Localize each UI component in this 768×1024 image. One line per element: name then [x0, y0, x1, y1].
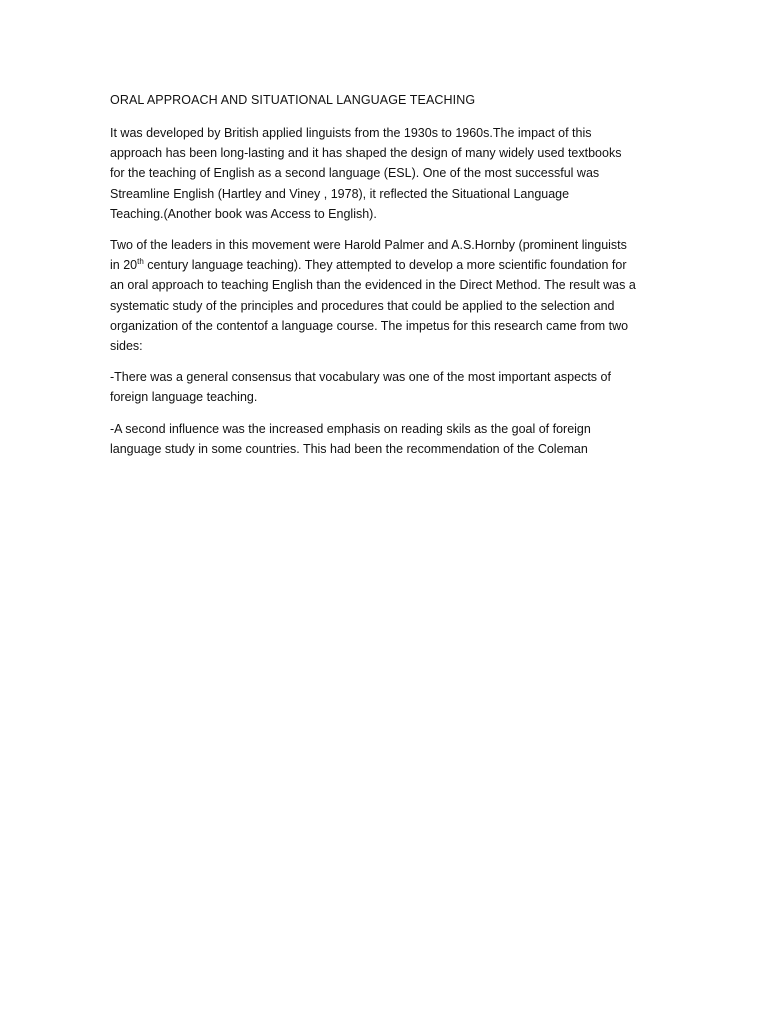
- document-title: ORAL APPROACH AND SITUATIONAL LANGUAGE TEACHING: [110, 93, 476, 107]
- text-line: language study in some countries. This had been the recommendation of the Coleman: [110, 441, 588, 456]
- text-line: It was developed by British applied linguists from the 1930s to 1960s.The impact of this: [110, 126, 592, 140]
- text-line: approach has been long-lasting and it has shaped the design of many widely used textbooks: [110, 146, 622, 161]
- text-fragment: century language teaching). They attempted to develop a more scientific foundation for: [143, 258, 627, 273]
- paragraph-leaders: [110, 235, 662, 356]
- paragraph-history: [110, 123, 662, 224]
- text-line: systematic study of the principles and procedures that could be applied to the selection and: [110, 298, 615, 313]
- text-line-with-superscript: [110, 255, 662, 275]
- text-line: sides:: [110, 339, 143, 354]
- text-line: an oral approach to teaching English than the evidenced in the Direct Method. The result was a: [110, 278, 636, 293]
- text-line: Streamline English (Hartley and Viney , 1978), it reflected the Situational Language: [110, 186, 570, 201]
- text-line: -There was a general consensus that vocabulary was one of the most important aspects of: [110, 370, 611, 385]
- text-line: for the teaching of English as a second language (ESL). One of the most successful was: [110, 166, 600, 181]
- text-line: Teaching.(Another book was Access to English).: [110, 206, 377, 221]
- text-fragment: in 20: [110, 258, 138, 273]
- text-line: foreign language teaching.: [110, 390, 258, 405]
- paragraph-vocabulary: [110, 367, 662, 407]
- paragraph-reading: [110, 419, 662, 459]
- ordinal-superscript: th: [137, 257, 144, 267]
- text-line: -A second influence was the increased emphasis on reading skils as the goal of foreign: [110, 421, 591, 436]
- document-body: [110, 90, 662, 470]
- text-line: organization of the contentof a language course. The impetus for this research came from two: [110, 318, 629, 333]
- text-line: Two of the leaders in this movement were Harold Palmer and A.S.Hornby (prominent linguists: [110, 238, 627, 253]
